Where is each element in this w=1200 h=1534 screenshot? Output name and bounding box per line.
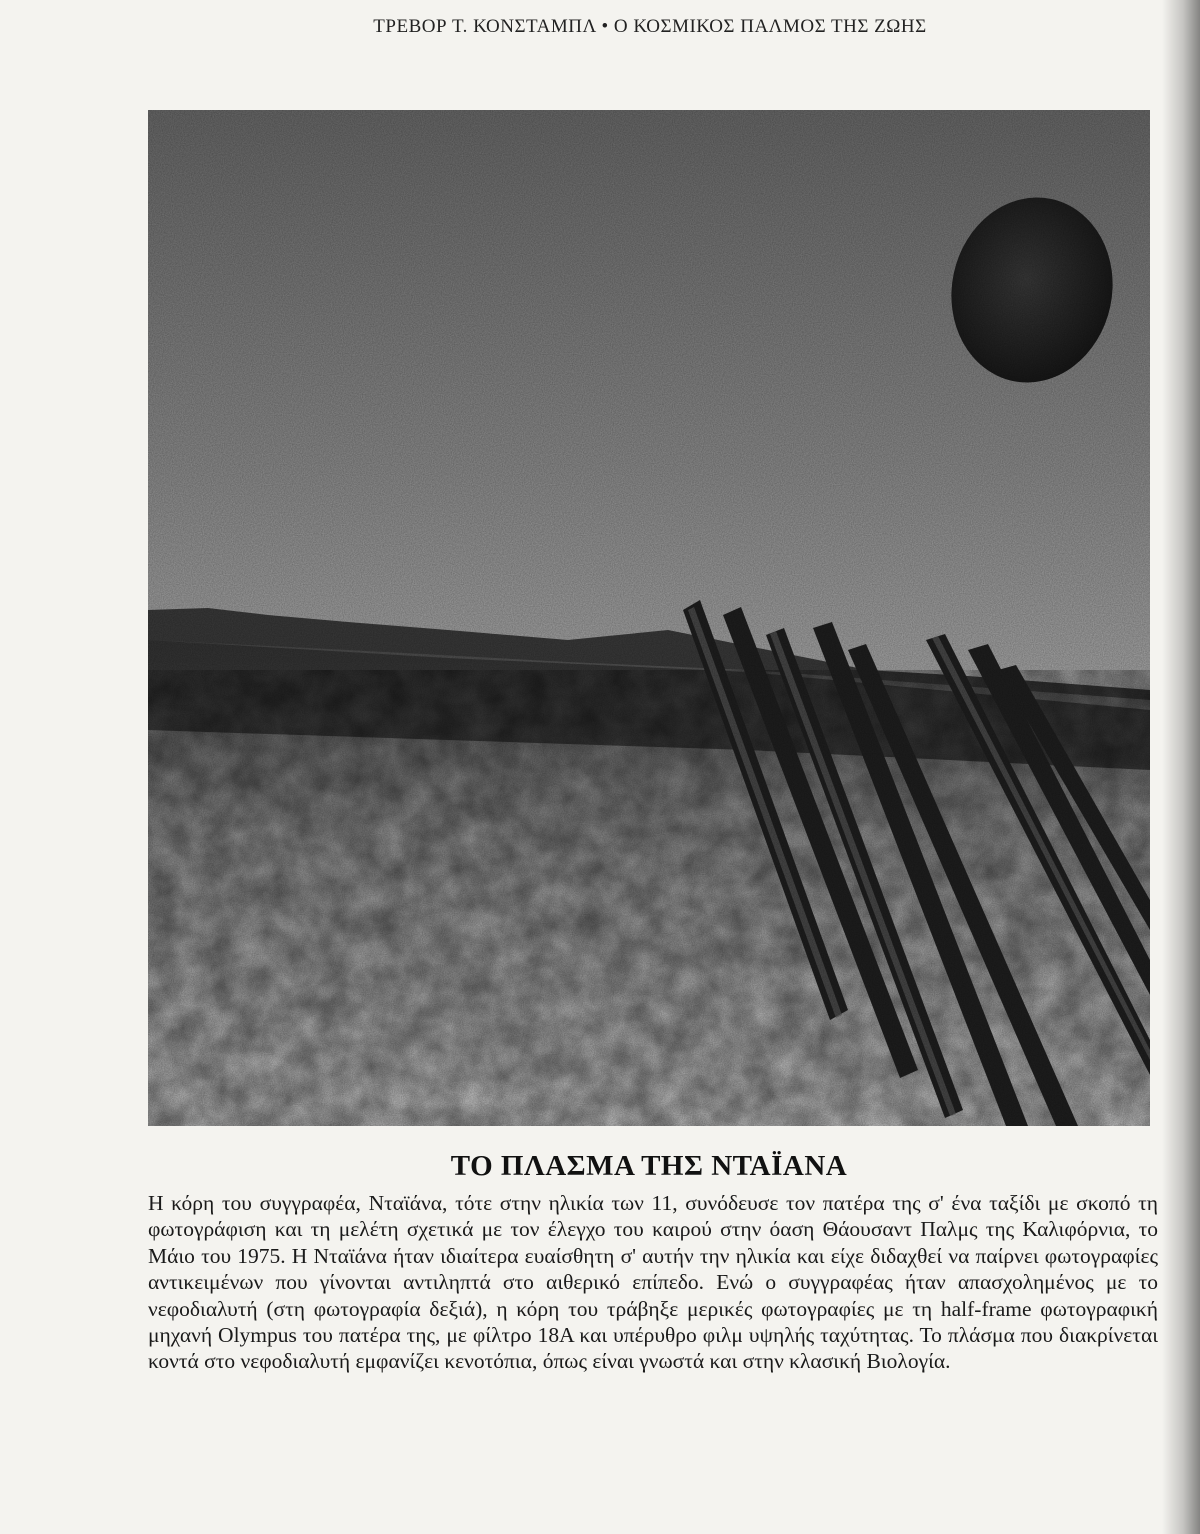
running-header: ΤΡΕΒΟΡ Τ. ΚΟΝΣΤΑΜΠΛ • Ο ΚΟΣΜΙΚΟΣ ΠΑΛΜΟΣ ΤΗΣ ΖΩΗΣ <box>373 16 927 37</box>
caption-body: Η κόρη του συγγραφέα, Νταϊάνα, τότε στην ηλικία των 11, συνόδευσε τον πατέρα της σ' ένα ταξίδι με σκοπό τη φωτογράφιση και τη μελέτη σχετικά με τον έλεγχο του καιρού στην όαση Θάουσαντ Παλμς της Καλιφόρνια, το Μάιο του 1975. Η Νταϊάνα ήταν ιδιαίτερα ευαίσθητη σ' αυτήν την ηλικία και είχε διδαχθεί να παίρνει φωτογραφίες αντικειμένων που γίνονται αντιληπτά στο αιθερικό επίπεδο. Ενώ ο συγγραφέας ήταν απασχολημένος με το νεφοδιαλυτή (στη φωτογραφία δεξιά), η κόρη του τράβηξε μερικές φωτογραφίες με τη half-frame φωτογραφική μηχανή Olympus του πατέρα της, με φίλτρο 18Α και υπέρυθρο φιλμ υψηλής ταχύτητας. Το πλάσμα που διακρίνεται κοντά στο νεφοδιαλυτή εμφανίζει κενοτόπια, όπως είναι γνωστά και στην κλασική Βιολογία. <box>148 1191 1158 1374</box>
caption-title: ΤΟ ΠΛΑΣΜΑ ΤΗΣ ΝΤΑΪΑΝΑ <box>450 1150 848 1182</box>
page-edge-shadow <box>1162 0 1200 1534</box>
desert-photo <box>148 110 1150 1126</box>
